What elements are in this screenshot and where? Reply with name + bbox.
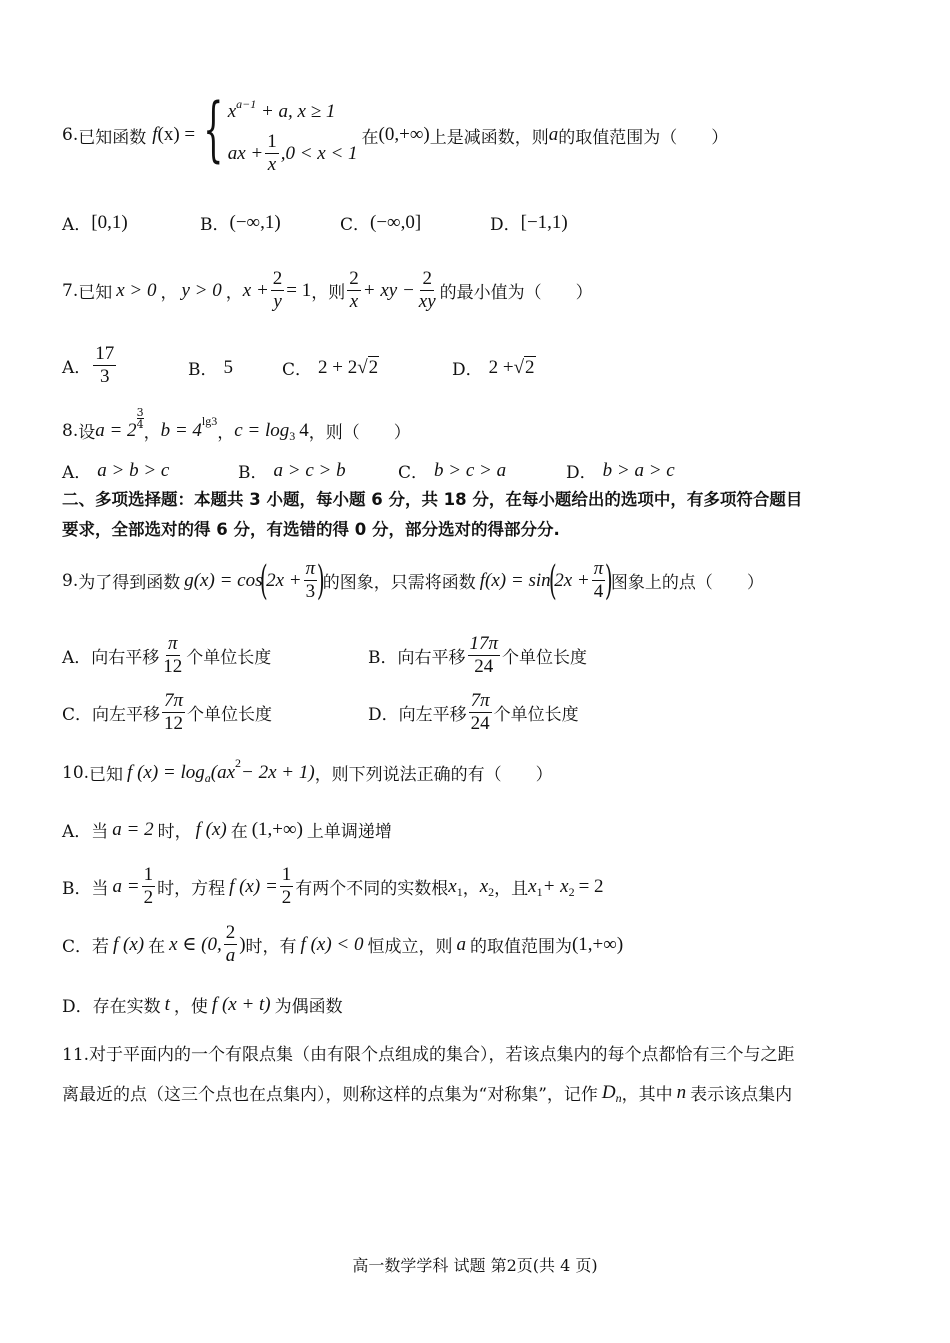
section-2-heading-line2: 要求，全部选对的得 6 分，有选错的得 0 分，部分选对的得部分分.	[62, 520, 560, 539]
q6-option-b: B． (−∞,1)	[200, 211, 281, 235]
q6-option-c: C． (−∞,0]	[340, 211, 422, 235]
q8-option-d: D． b > a > c	[566, 459, 675, 483]
q6-option-d: D． [−1,1)	[490, 211, 568, 235]
q8-option-a: A． a > b > c	[62, 459, 170, 483]
q6-stem: 6. 已知函数 f (x) = { $x^{a-1} + a$, x ≥ 1 ax + $\frac{1}{x}$ ,0 < x < 1 在 (0,+∞) 上是减函数，则 a 的取值范围为（ ）	[62, 88, 729, 175]
q10-stem: 10. 已知 f (x) = log a (ax 2 − 2x + 1) ，则下列说法正确的有（ ）	[62, 756, 553, 785]
section-2-heading: 二、多项选择题：本题共 3 小题，每小题 6 分，共 18 分，在每小题给出的选项中，有多项符合题目	[62, 490, 803, 509]
q9-stem: 9. 为了得到函数 g(x) = cos ( 2x + $\frac{\pi}{3}$ ) 的图象，只需将函数 f(x) = sin ( 2x + $\frac{\pi}{4}$ ) 图象上的点（ ）	[62, 557, 764, 604]
q10-option-c: C．若 f (x) 在 x ∈ (0, $\frac{2}{a}$ ) 时，有 f (x) < 0 恒成立，则 a 的取值范围为 (1,+∞)	[62, 922, 624, 966]
q9-option-c: C．向左平移 $\frac{7\pi}{12}$ 个单位长度	[62, 690, 273, 734]
q7-option-b: B． 5	[188, 356, 233, 380]
q9-option-d: D．向左平移 $\frac{7\pi}{24}$ 个单位长度	[368, 690, 579, 734]
q7-stem: 7. 已知 x > 0 ， y > 0 ， x + $\frac{2}{y}$ = 1 ，则 $\frac{2}{x}$ + xy − $\frac{2}{xy}$ 的最小值为（ ）	[62, 268, 593, 312]
q11-stem-line1: 11.对于平面内的一个有限点集（由有限个点组成的集合），若该点集内的每个点都恰有三个与之距	[62, 1045, 795, 1065]
piecewise-cases: { $x^{a-1} + a$, x ≥ 1 ax + $\frac{1}{x}$ ,0 < x < 1	[203, 88, 358, 175]
q7-option-d: D． 2 + √ 2	[452, 356, 535, 380]
q8-option-b: B． a > c > b	[238, 459, 346, 483]
q8-stem: 8. 设 a = 2 3 4 ， b = 4 lg3 ， c = log 3 4 ，则（ ）	[62, 406, 411, 443]
q10-option-b: B．当 a = $\frac{1}{2}$ 时，方程 f (x) = $\frac{1}{2}$ 有两个不同的实数根 x 1 ， x 2 ，且 x 1 + x 2 = 2	[62, 864, 604, 908]
q10-option-a: A．当 a = 2 时， f (x) 在 (1,+∞) 上单调递增	[62, 818, 392, 842]
q11-stem-line2: 离最近的点（这三个点也在点集内），则称这样的点集为“对称集”，记作 D n ，其中 n 表示该点集内	[62, 1081, 793, 1105]
q8-option-c: C． b > c > a	[398, 459, 507, 483]
q10-option-d: D．存在实数 t ，使 f (x + t) 为偶函数	[62, 993, 343, 1017]
q7-option-c: C． 2 + 2 √ 2	[282, 356, 379, 380]
q7-option-a: A． $\frac{17}{3}$	[62, 343, 115, 387]
q9-option-a: A．向右平移 $\frac{\pi}{12}$ 个单位长度	[62, 633, 272, 677]
q6-option-a: A． [0,1)	[62, 211, 128, 235]
page-footer: 高一数学学科 试题 第2页(共 4 页)	[352, 1256, 598, 1275]
q9-option-b: B．向右平移 $\frac{17\pi}{24}$ 个单位长度	[368, 633, 588, 677]
